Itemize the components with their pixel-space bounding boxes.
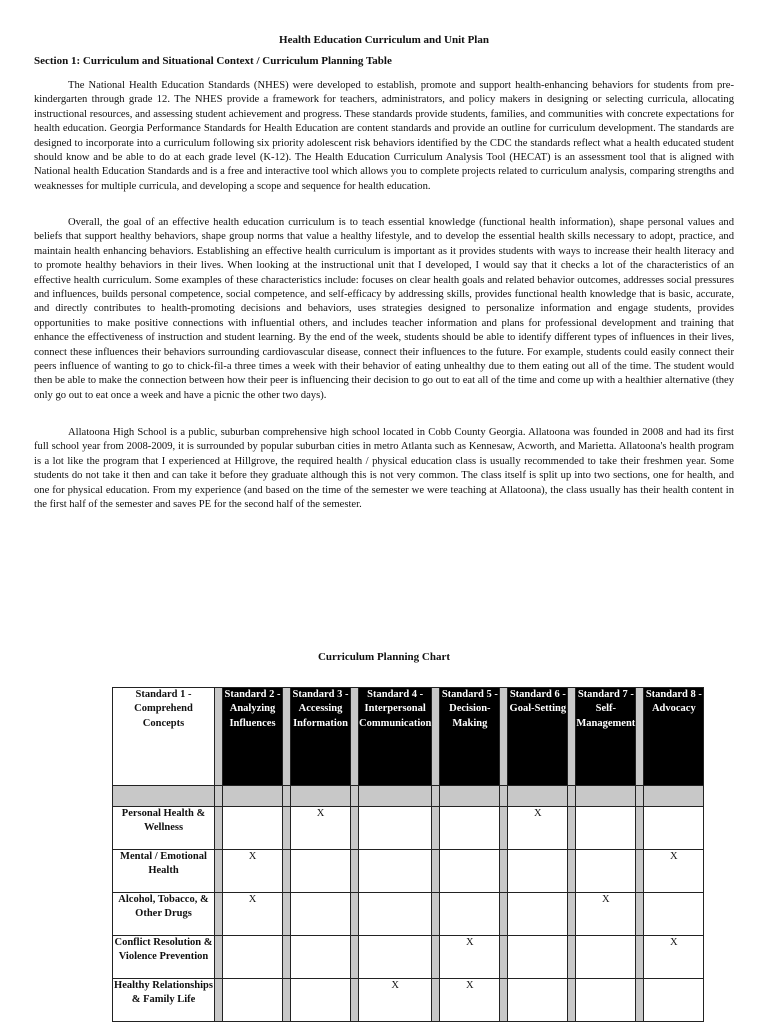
column-spacer — [215, 979, 223, 1022]
column-spacer — [283, 807, 291, 850]
column-spacer — [351, 688, 359, 786]
standard-mark-cell: X — [440, 979, 500, 1022]
header-standard: Standard 4 - Interpersonal Communication — [359, 688, 432, 786]
column-spacer — [500, 979, 508, 1022]
column-spacer — [568, 688, 576, 786]
document-title: Health Education Curriculum and Unit Plan — [279, 34, 489, 46]
column-spacer — [283, 936, 291, 979]
row-label: Mental / Emotional Health — [113, 850, 215, 893]
table-header-row — [113, 688, 704, 786]
row-label: Personal Health & Wellness — [113, 807, 215, 850]
column-spacer — [636, 979, 644, 1022]
standard-mark-cell — [644, 893, 704, 936]
standard-mark-cell — [508, 936, 568, 979]
chart-title: Curriculum Planning Chart — [317, 651, 450, 663]
table-row — [113, 979, 704, 1022]
standard-mark-cell — [576, 807, 636, 850]
column-spacer — [215, 807, 223, 850]
column-spacer — [636, 850, 644, 893]
standard-mark-cell — [291, 893, 351, 936]
paragraph-text: The National Health Education Standards (NHES) were developed to establish, promote and support health-enhancing behaviors for students from pre-kindergarten through grade 12. The NHES provide a framework for teachers, administrators, and policy makers in designing or selecting curricula, allocating instructional resources, and assessing student achievement and progress. These standards provide students, families, and communities with concrete expectations for health education. Georgia Performance Standards for Health Education are content standards and provide an outline for curriculum development. The standards are designed to incorporate into a curriculum following six priority adolescent risk behaviors identified by the CDC the standards reflect what a health educated student should know and be able to do at each grade level (K-12). The Health Education Curriculum Analysis Tool (HECAT) is an assessment tool that is aligned with National health Education Standards and is a free and interactive tool which allows you to complete projects related to curriculum analysis, comparing strengths and weaknesses for multiple curricula, and developing a scope and sequence for health education. — [34, 80, 734, 192]
column-spacer — [283, 979, 291, 1022]
header-standard: Standard 8 - Advocacy — [644, 688, 704, 786]
standard-mark-cell: X — [223, 850, 283, 893]
column-spacer — [500, 936, 508, 979]
column-spacer — [351, 850, 359, 893]
column-spacer — [215, 893, 223, 936]
column-spacer — [636, 893, 644, 936]
standard-mark-cell — [291, 936, 351, 979]
column-spacer — [432, 850, 440, 893]
standard-mark-cell — [576, 979, 636, 1022]
standard-mark-cell — [359, 807, 432, 850]
standard-mark-cell — [440, 893, 500, 936]
standard-mark-cell: X — [223, 893, 283, 936]
standard-mark-cell: X — [359, 979, 432, 1022]
column-spacer — [351, 807, 359, 850]
column-spacer — [500, 688, 508, 786]
standard-mark-cell — [359, 893, 432, 936]
column-spacer — [432, 936, 440, 979]
header-standard: Standard 2 - Analyzing Influences — [223, 688, 283, 786]
standard-mark-cell — [644, 807, 704, 850]
standard-mark-cell — [359, 936, 432, 979]
column-spacer — [283, 850, 291, 893]
column-spacer — [636, 936, 644, 979]
column-spacer — [568, 850, 576, 893]
standard-mark-cell — [223, 936, 283, 979]
standard-mark-cell — [576, 936, 636, 979]
column-spacer — [283, 893, 291, 936]
column-spacer — [500, 807, 508, 850]
column-spacer — [432, 893, 440, 936]
standard-mark-cell: X — [644, 850, 704, 893]
standard-mark-cell: X — [291, 807, 351, 850]
header-standard: Standard 5 - Decision-Making — [440, 688, 500, 786]
standard-mark-cell — [291, 979, 351, 1022]
standard-mark-cell: X — [576, 893, 636, 936]
row-label: Healthy Relationships & Family Life — [113, 979, 215, 1022]
standard-mark-cell: X — [440, 936, 500, 979]
standard-mark-cell — [508, 893, 568, 936]
standard-mark-cell — [644, 979, 704, 1022]
standard-mark-cell — [576, 850, 636, 893]
column-spacer — [568, 893, 576, 936]
standard-mark-cell — [223, 807, 283, 850]
standard-mark-cell — [440, 850, 500, 893]
table-row — [113, 850, 704, 893]
column-spacer — [568, 936, 576, 979]
column-spacer — [432, 979, 440, 1022]
standard-mark-cell: X — [508, 807, 568, 850]
standard-mark-cell — [291, 850, 351, 893]
column-spacer — [215, 936, 223, 979]
standard-mark-cell — [508, 850, 568, 893]
paragraph-school — [34, 426, 734, 512]
column-spacer — [568, 807, 576, 850]
header-standard: Standard 7 - Self-Management — [576, 688, 636, 786]
paragraph-text: Allatoona High School is a public, suburban comprehensive high school located in Cobb County Georgia. Allatoona was founded in 2008 and had its first full school year from 2008-2009, it is surrounded by popular suburban cities in metro Atlanta such as Kennesaw, Acworth, and Marietta. Allatoona's health program is a lot like the program that I experienced at Hillgrove, the required health / physical education class is usually recommended to take their freshmen year. Some students do not take it then and can take it before they graduate although this is not very common. The class itself is split up into two sections, one for health, and one for physical education. From my experience (and based on the time of the semester we were teaching at Allatoona), the class usually has their health content in the first half of the semester and saves PE for the second half of the semester. — [34, 427, 734, 511]
column-spacer — [215, 850, 223, 893]
standard-mark-cell — [223, 979, 283, 1022]
column-spacer — [283, 688, 291, 786]
column-spacer — [351, 893, 359, 936]
column-spacer — [432, 807, 440, 850]
row-label: Alcohol, Tobacco, & Other Drugs — [113, 893, 215, 936]
spacer-cell — [113, 786, 215, 807]
column-spacer — [351, 979, 359, 1022]
column-spacer — [636, 807, 644, 850]
header-standard: Standard 3 - Accessing Information — [291, 688, 351, 786]
standard-mark-cell — [508, 979, 568, 1022]
column-spacer — [500, 893, 508, 936]
table-row — [113, 936, 704, 979]
paragraph-nhes — [34, 79, 734, 194]
curriculum-planning-table — [112, 687, 704, 1022]
table-row — [113, 893, 704, 936]
header-standard: Standard 6 - Goal-Setting — [508, 688, 568, 786]
standard-mark-cell: X — [644, 936, 704, 979]
column-spacer — [500, 850, 508, 893]
paragraph-goal — [34, 216, 734, 403]
column-spacer — [568, 979, 576, 1022]
paragraph-text: Overall, the goal of an effective health education curriculum is to teach essential knowledge (functional health information), shape personal values and beliefs that support healthy behaviors, shape group norms that value a healthy lifestyle, and to develop the essential health skills necessary to adopt, practice, and maintain health enhancing behaviors. Establishing an effective health curriculum is important as it provides students with ways to increase their health literacy and to promote healthy behaviors in their lives. When looking at the instructional unit that I developed, I would say that it checks a lot of the characteristics of an effective health curriculum. Some examples of these characteristics include: focuses on clear health goals and related behavior outcomes, addresses social pressures and influences, builds personal competence, social competence, and self-efficacy by addressing skills, provides functional health knowledge that is basic, accurate, and directly contributes to health-promoting decisions and behaviors, uses strategies designed to personalize information and engage students, provides opportunities to make positive connections with influential others, and includes teacher information and plans for professional development and training that enhance the effectiveness of instruction and student learning. By the end of the week, students should be able to identify different types of influences in their lives, connect these influences their behaviors surrounding cardiovascular disease, connect their influences to the future. For example, students could easily connect their peers influence of wanting to go to chick-fil-a three times a week with their behavior of eating unhealthy due to them eating out all of the time. The student would then be able to make the connection between how their peer is influencing their decision to go out to eat all of the time and come up with a healthier alternative (they only go out to eat once a week and have a picnic the other two days). — [34, 217, 734, 401]
standard-mark-cell — [359, 850, 432, 893]
column-spacer — [215, 688, 223, 786]
spacer-row — [113, 786, 704, 807]
header-standard-1: Standard 1 - Comprehend Concepts — [113, 688, 215, 786]
column-spacer — [351, 936, 359, 979]
standard-mark-cell — [440, 807, 500, 850]
column-spacer — [636, 688, 644, 786]
row-label: Conflict Resolution & Violence Prevention — [113, 936, 215, 979]
column-spacer — [432, 688, 440, 786]
table-row — [113, 807, 704, 850]
section-heading: Section 1: Curriculum and Situational Context / Curriculum Planning Table — [34, 55, 392, 67]
